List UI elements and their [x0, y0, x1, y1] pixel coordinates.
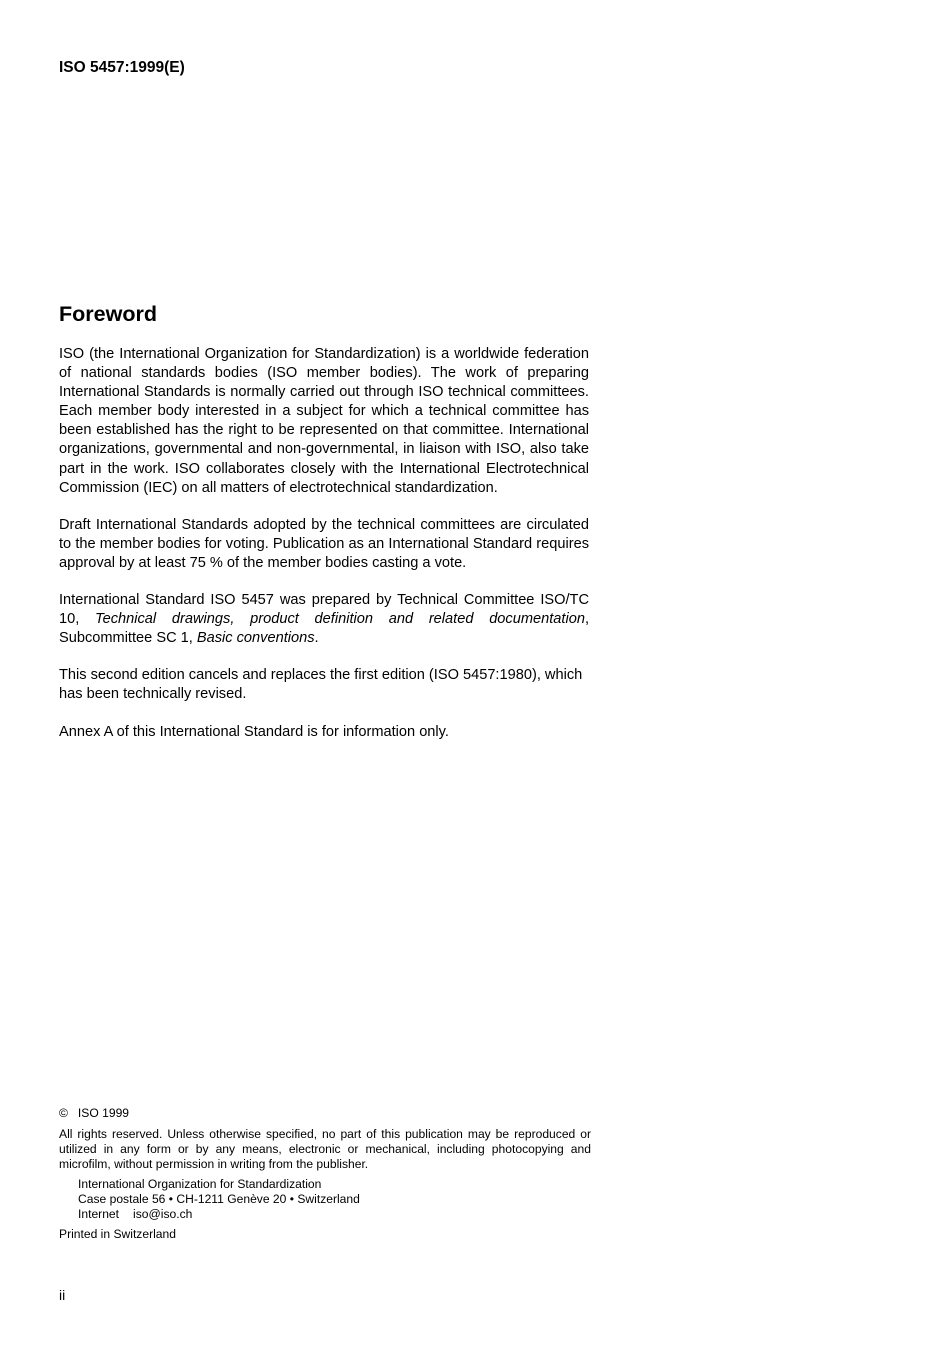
internet-email: iso@iso.ch — [133, 1207, 193, 1221]
committee-title: Technical drawings, product definition and related documentation — [95, 611, 585, 628]
foreword-paragraph-3 — [59, 591, 589, 648]
subcommittee-title: Basic conventions — [196, 630, 315, 647]
internet-contact — [78, 1207, 591, 1222]
paragraph-3-text-c: . — [314, 630, 319, 647]
foreword-paragraph-5: Annex A of this International Standard is for information only. — [59, 723, 449, 740]
document-id-header: ISO 5457:1999(E) — [59, 59, 185, 76]
foreword-paragraph-2: Draft International Standards adopted by the technical committees are circulated to the member bodies for voting. Publication as an International Standard requires approval by at least 75 % of the member bodies casting a vote. — [59, 516, 589, 571]
foreword-title: Foreword — [59, 302, 157, 326]
copyright-year: ISO 1999 — [77, 1106, 130, 1120]
copyright-block — [59, 1106, 591, 1242]
foreword-paragraph-1: ISO (the International Organization for Standardization) is a worldwide federation of national standards bodies (ISO member bodies). The work of preparing International Standards is normally carried out through ISO technical committees. Each member body interested in a subject for which a technical committee has been established has the right to be represented on that committee. International organizations, governmental and non-governmental, in liaison with ISO, also take part in the work. ISO collaborates closely with the International Electrotechnical Commission (IEC) on all matters of electrotechnical standardization. — [59, 346, 589, 496]
paragraph-3-text-b: , Subcommittee SC 1, — [59, 611, 589, 647]
copyright-symbol: © — [59, 1106, 68, 1120]
organization-name: International Organization for Standardization — [78, 1177, 322, 1191]
foreword-body — [59, 345, 589, 760]
foreword-paragraph-4: This second edition cancels and replaces the first edition (ISO 5457:1980), which has been technically revised. — [59, 667, 583, 703]
internet-label: Internet — [78, 1207, 120, 1221]
printed-in: Printed in Switzerland — [59, 1227, 176, 1241]
page-number: ii — [59, 1287, 66, 1303]
publisher-address — [78, 1177, 591, 1222]
rights-notice: All rights reserved. Unless otherwise specified, no part of this publication may be reproduced or utilized in any form or by any means, electronic or mechanical, including photocopying and microfilm, without permission in writing from the publisher. — [59, 1127, 591, 1171]
postal-address: Case postale 56 • CH-1211 Genève 20 • Switzerland — [78, 1192, 360, 1206]
paragraph-3-text-a: International Standard ISO 5457 was prepared by Technical Committee ISO/TC 10, — [59, 592, 589, 628]
copyright-line — [59, 1106, 591, 1121]
